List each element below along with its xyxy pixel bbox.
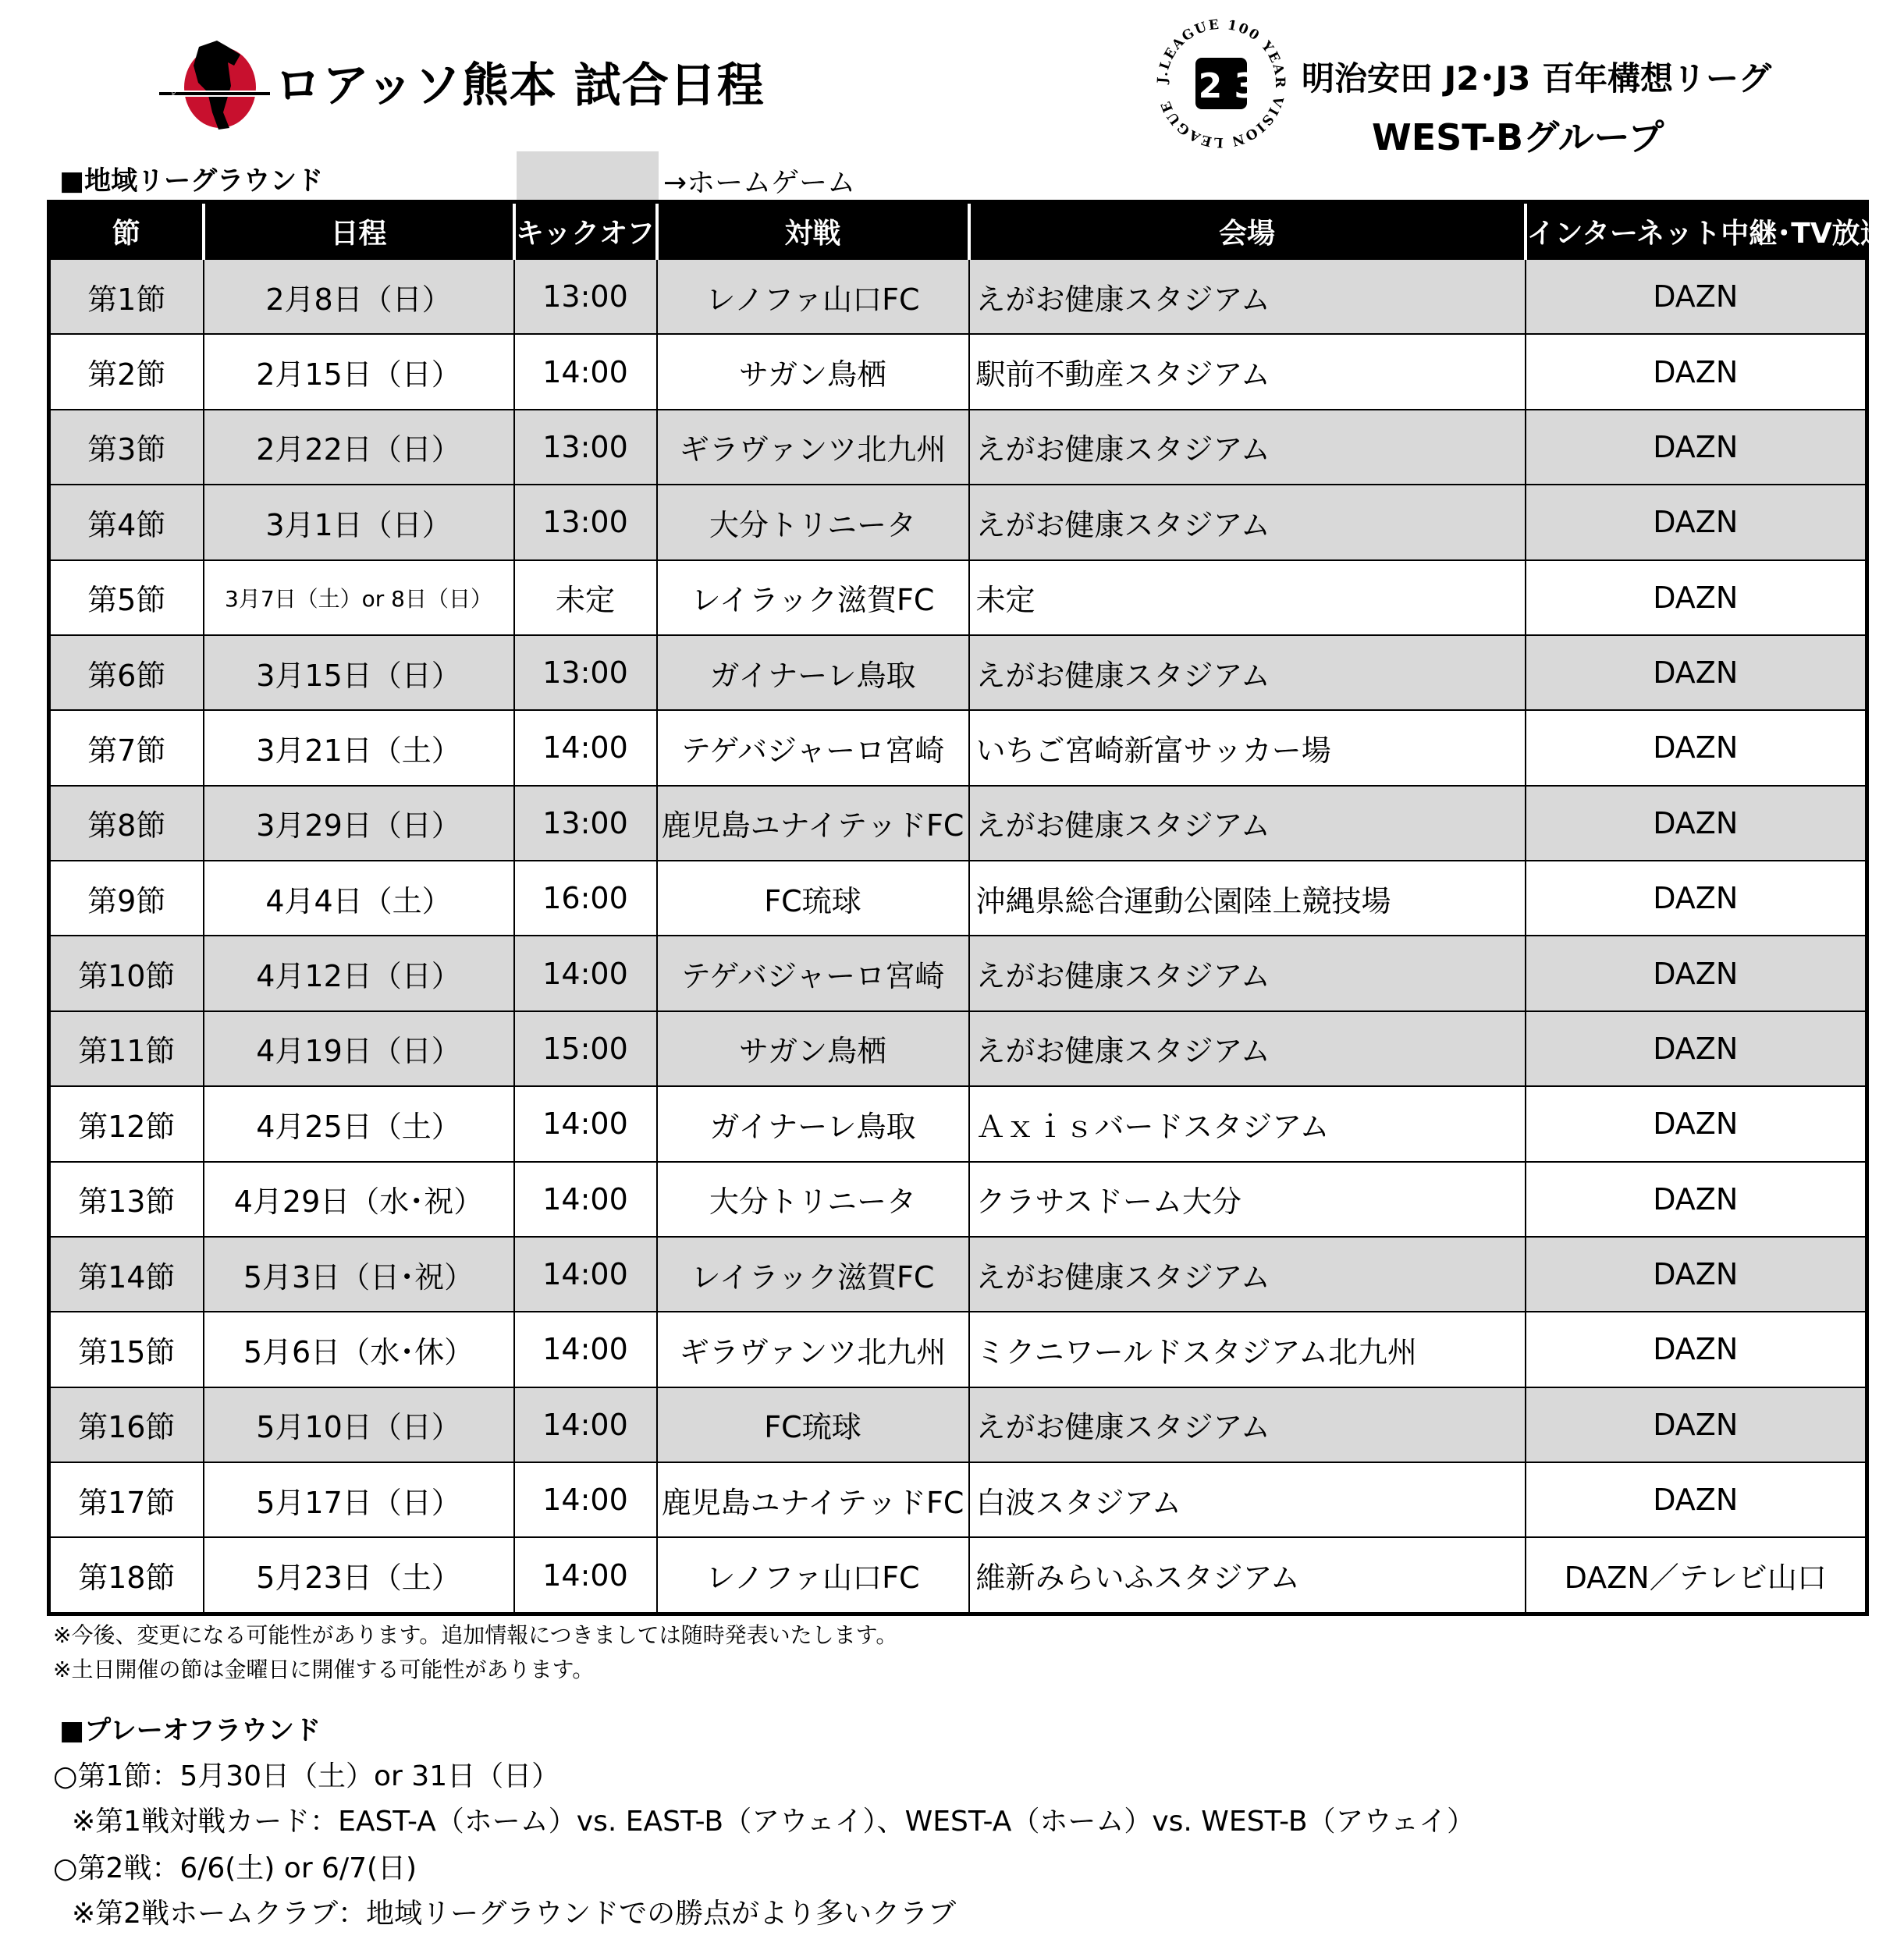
kickoff-cell: 14:00 [514,1086,657,1161]
kickoff-cell: 未定 [514,560,657,635]
date-cell: 5月6日（水･休） [204,1312,514,1387]
playoff-line: ○第1節：5月30日（土）or 31日（日） [53,1760,560,1792]
table-row [49,786,1867,861]
venue-cell: えがお健康スタジアム [969,936,1526,1010]
broadcast-cell: DAZN [1526,1086,1867,1161]
date-cell: 2月8日（日） [204,259,514,334]
broadcast-cell: DAZN [1526,259,1867,334]
table-row [49,334,1867,409]
table-row [49,1537,1867,1614]
schedule-table [47,200,1888,1616]
date-cell: 4月25日（土） [204,1086,514,1161]
venue-cell: クラサスドーム大分 [969,1162,1526,1237]
kickoff-cell: 16:00 [514,861,657,936]
column-header: 対戦 [657,202,969,260]
broadcast-cell: DAZN [1526,1387,1867,1462]
opponent-cell: レイラック滋賀FC [657,560,969,635]
round-cell: 第6節 [49,635,204,710]
round-cell: 第9節 [49,861,204,936]
round-cell: 第3節 [49,410,204,485]
column-header: 会場 [969,202,1526,260]
regional-section-title: ■地域リーグラウンド [59,165,324,197]
kickoff-cell: 14:00 [514,1387,657,1462]
broadcast-cell: DAZN [1526,936,1867,1010]
venue-cell: いちご宮崎新富サッカー場 [969,710,1526,785]
broadcast-cell: DAZN [1526,710,1867,785]
jleague-ring-text: J.LEAGUE 100 YEAR VISION LEAGUE [1155,17,1288,150]
round-cell: 第15節 [49,1312,204,1387]
broadcast-cell: DAZN [1526,1462,1867,1537]
date-cell: 4月19日（日） [204,1011,514,1086]
kickoff-cell: 14:00 [514,334,657,409]
kickoff-cell: 14:00 [514,1312,657,1387]
date-cell: 2月15日（日） [204,334,514,409]
date-cell: 3月7日（土）or 8日（日） [204,560,514,635]
venue-cell: えがお健康スタジアム [969,410,1526,485]
kickoff-cell: 13:00 [514,485,657,559]
jleague-100-year-icon [1155,17,1288,150]
club-logo-text: ROASSO KUMAMOTO [170,86,176,144]
table-row [49,936,1867,1010]
opponent-cell: FC琉球 [657,861,969,936]
date-cell: 4月12日（日） [204,936,514,1010]
group-name: WEST-Bグループ [1372,116,1664,158]
table-row [49,1086,1867,1161]
date-cell: 4月29日（水･祝） [204,1162,514,1237]
playoff-line: ○第2戦：6/6(土) or 6/7(日) [53,1852,417,1884]
round-cell: 第17節 [49,1462,204,1537]
date-cell: 5月23日（土） [204,1537,514,1614]
venue-cell: 未定 [969,560,1526,635]
venue-cell: えがお健康スタジアム [969,485,1526,559]
kickoff-cell: 14:00 [514,1462,657,1537]
opponent-cell: ギラヴァンツ北九州 [657,410,969,485]
club-logo [156,31,273,144]
playoff-line: ※第2戦ホームクラブ：地域リーグラウンドでの勝点がより多いクラブ [72,1898,957,1930]
date-cell: 5月3日（日･祝） [204,1237,514,1312]
broadcast-cell: DAZN [1526,334,1867,409]
broadcast-cell: DAZN [1526,1312,1867,1387]
column-header: インターネット中継･TV放送 [1526,202,1867,260]
opponent-cell: サガン鳥栖 [657,1011,969,1086]
table-row [49,1387,1867,1462]
opponent-cell: ガイナーレ鳥取 [657,1086,969,1161]
league-name: 明治安田 J2･J3 百年構想リーグ [1302,59,1771,98]
venue-cell: ミクニワールドスタジアム北九州 [969,1312,1526,1387]
venue-cell: えがお健康スタジアム [969,259,1526,334]
kickoff-cell: 13:00 [514,786,657,861]
date-cell: 3月1日（日） [204,485,514,559]
playoff-line: ※第1戦対戦カード：EAST-A（ホーム）vs. EAST-B（アウェイ）、WEST-A（ホーム）vs. WEST-B（アウェイ） [72,1806,1476,1838]
opponent-cell: 鹿児島ユナイテッドFC [657,786,969,861]
table-row [49,259,1867,334]
table-row [49,485,1867,559]
round-cell: 第18節 [49,1537,204,1614]
venue-cell: えがお健康スタジアム [969,635,1526,710]
opponent-cell: レノファ山口FC [657,259,969,334]
venue-cell: 沖縄県総合運動公園陸上競技場 [969,861,1526,936]
round-cell: 第4節 [49,485,204,559]
venue-cell: えがお健康スタジアム [969,1237,1526,1312]
round-cell: 第8節 [49,786,204,861]
opponent-cell: テゲバジャーロ宮崎 [657,710,969,785]
kickoff-cell: 14:00 [514,1537,657,1614]
kickoff-cell: 14:00 [514,710,657,785]
broadcast-cell: DAZN [1526,1237,1867,1312]
opponent-cell: 大分トリニータ [657,1162,969,1237]
page-title: ロアッソ熊本 試合日程 [275,59,765,113]
table-row [49,710,1867,785]
date-cell: 5月10日（日） [204,1387,514,1462]
broadcast-cell: DAZN [1526,1011,1867,1086]
kickoff-cell: 14:00 [514,1162,657,1237]
opponent-cell: テゲバジャーロ宮崎 [657,936,969,1010]
kickoff-cell: 13:00 [514,635,657,710]
table-row [49,1011,1867,1086]
opponent-cell: 鹿児島ユナイテッドFC [657,1462,969,1537]
date-cell: 3月21日（土） [204,710,514,785]
venue-cell: 白波スタジアム [969,1462,1526,1537]
broadcast-cell: DAZN [1526,861,1867,936]
date-cell: 2月22日（日） [204,410,514,485]
date-cell: 5月17日（日） [204,1462,514,1537]
kickoff-cell: 13:00 [514,259,657,334]
broadcast-cell: DAZN [1526,485,1867,559]
kickoff-cell: 14:00 [514,936,657,1010]
round-cell: 第10節 [49,936,204,1010]
broadcast-cell: DAZN／テレビ山口 [1526,1537,1867,1614]
opponent-cell: FC琉球 [657,1387,969,1462]
kickoff-cell: 13:00 [514,410,657,485]
date-cell: 4月4日（土） [204,861,514,936]
table-row [49,1312,1867,1387]
table-row [49,635,1867,710]
broadcast-cell: DAZN [1526,560,1867,635]
round-cell: 第12節 [49,1086,204,1161]
broadcast-cell: DAZN [1526,410,1867,485]
opponent-cell: レイラック滋賀FC [657,1237,969,1312]
round-cell: 第13節 [49,1162,204,1237]
round-cell: 第2節 [49,334,204,409]
round-cell: 第1節 [49,259,204,334]
date-cell: 3月29日（日） [204,786,514,861]
table-row [49,410,1867,485]
table-row [49,1237,1867,1312]
note: ※土日開催の節は金曜日に開催する可能性があります。 [53,1657,595,1682]
schedule-body [49,259,1867,1614]
round-cell: 第11節 [49,1011,204,1086]
note: ※今後、変更になる可能性があります。追加情報につきましては随時発表いたします。 [53,1622,898,1648]
broadcast-cell: DAZN [1526,635,1867,710]
venue-cell: 駅前不動産スタジアム [969,334,1526,409]
playoff-section-title: ■プレーオフラウンド [59,1715,321,1746]
venue-cell: 維新みらいふスタジアム [969,1537,1526,1614]
column-header: キックオフ [514,202,657,260]
venue-cell: えがお健康スタジアム [969,786,1526,861]
round-cell: 第16節 [49,1387,204,1462]
opponent-cell: ガイナーレ鳥取 [657,635,969,710]
round-cell: 第14節 [49,1237,204,1312]
venue-cell: Ａｘｉｓバードスタジアム [969,1086,1526,1161]
venue-cell: えがお健康スタジアム [969,1011,1526,1086]
column-header: 節 [49,202,204,260]
opponent-cell: 大分トリニータ [657,485,969,559]
jleague-logo [1155,17,1288,150]
table-row [49,560,1867,635]
table-row [49,861,1867,936]
table-row [49,1462,1867,1537]
opponent-cell: サガン鳥栖 [657,334,969,409]
home-legend-swatch [517,151,659,200]
date-cell: 3月15日（日） [204,635,514,710]
broadcast-cell: DAZN [1526,1162,1867,1237]
jleague-mark-text: J 2 3 [1173,66,1259,106]
round-cell: 第5節 [49,560,204,635]
home-legend-text: →ホームゲーム [663,167,856,199]
opponent-cell: ギラヴァンツ北九州 [657,1312,969,1387]
column-header: 日程 [204,202,514,260]
round-cell: 第7節 [49,710,204,785]
kickoff-cell: 15:00 [514,1011,657,1086]
venue-cell: えがお健康スタジアム [969,1387,1526,1462]
opponent-cell: レノファ山口FC [657,1537,969,1614]
table-row [49,1162,1867,1237]
kickoff-cell: 14:00 [514,1237,657,1312]
broadcast-cell: DAZN [1526,786,1867,861]
table-header-row [49,202,1867,260]
